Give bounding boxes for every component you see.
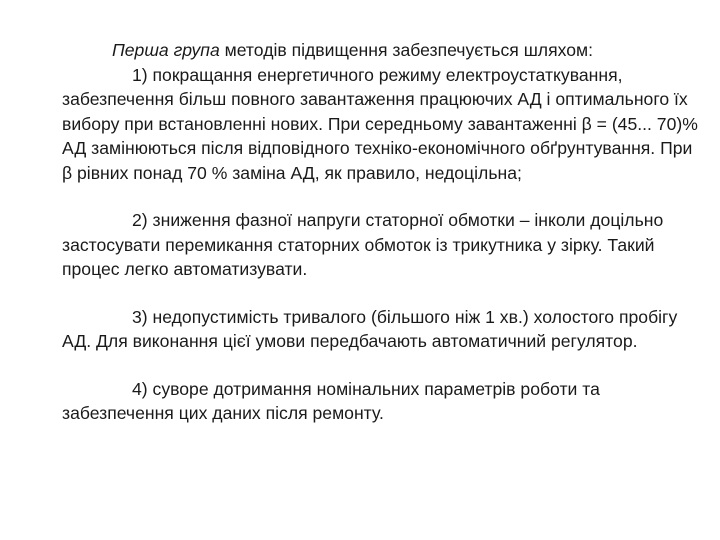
list-item-3: 3) недопустимість тривалого (більшого ніж 1 хв.) холостого пробігу АД. Для виконання цієї умови передбачають автоматичний регулятор. (62, 306, 678, 351)
list-item-1: 1) покращання енергетичного режиму електроустаткування, забезпечення більш повного завантаження працюючих АД і оптимального їх вибору при встановленні нових. При середньому завантаженні β = (45... 70)% АД замінюються після відповідного техніко-економічного обґрунтування. При β рівних понад 70 % заміна АД, як правило, недоцільна; (62, 64, 698, 183)
slide-text (62, 38, 702, 426)
list-item-2: 2) зниження фазної напруги статорної обмотки – інколи доцільно застосувати перемикання статорних обмоток із трикутника у зірку. Такий процес легко автоматизувати. (62, 210, 664, 279)
list-item-4: 4) суворе дотримання номінальних параметрів роботи та забезпечення цих даних після ремонту. (62, 378, 600, 423)
intro-paragraph (62, 38, 702, 63)
intro-text: методів підвищення забезпечується шляхом: (219, 40, 593, 60)
intro-emphasis: Перша група (112, 40, 220, 60)
